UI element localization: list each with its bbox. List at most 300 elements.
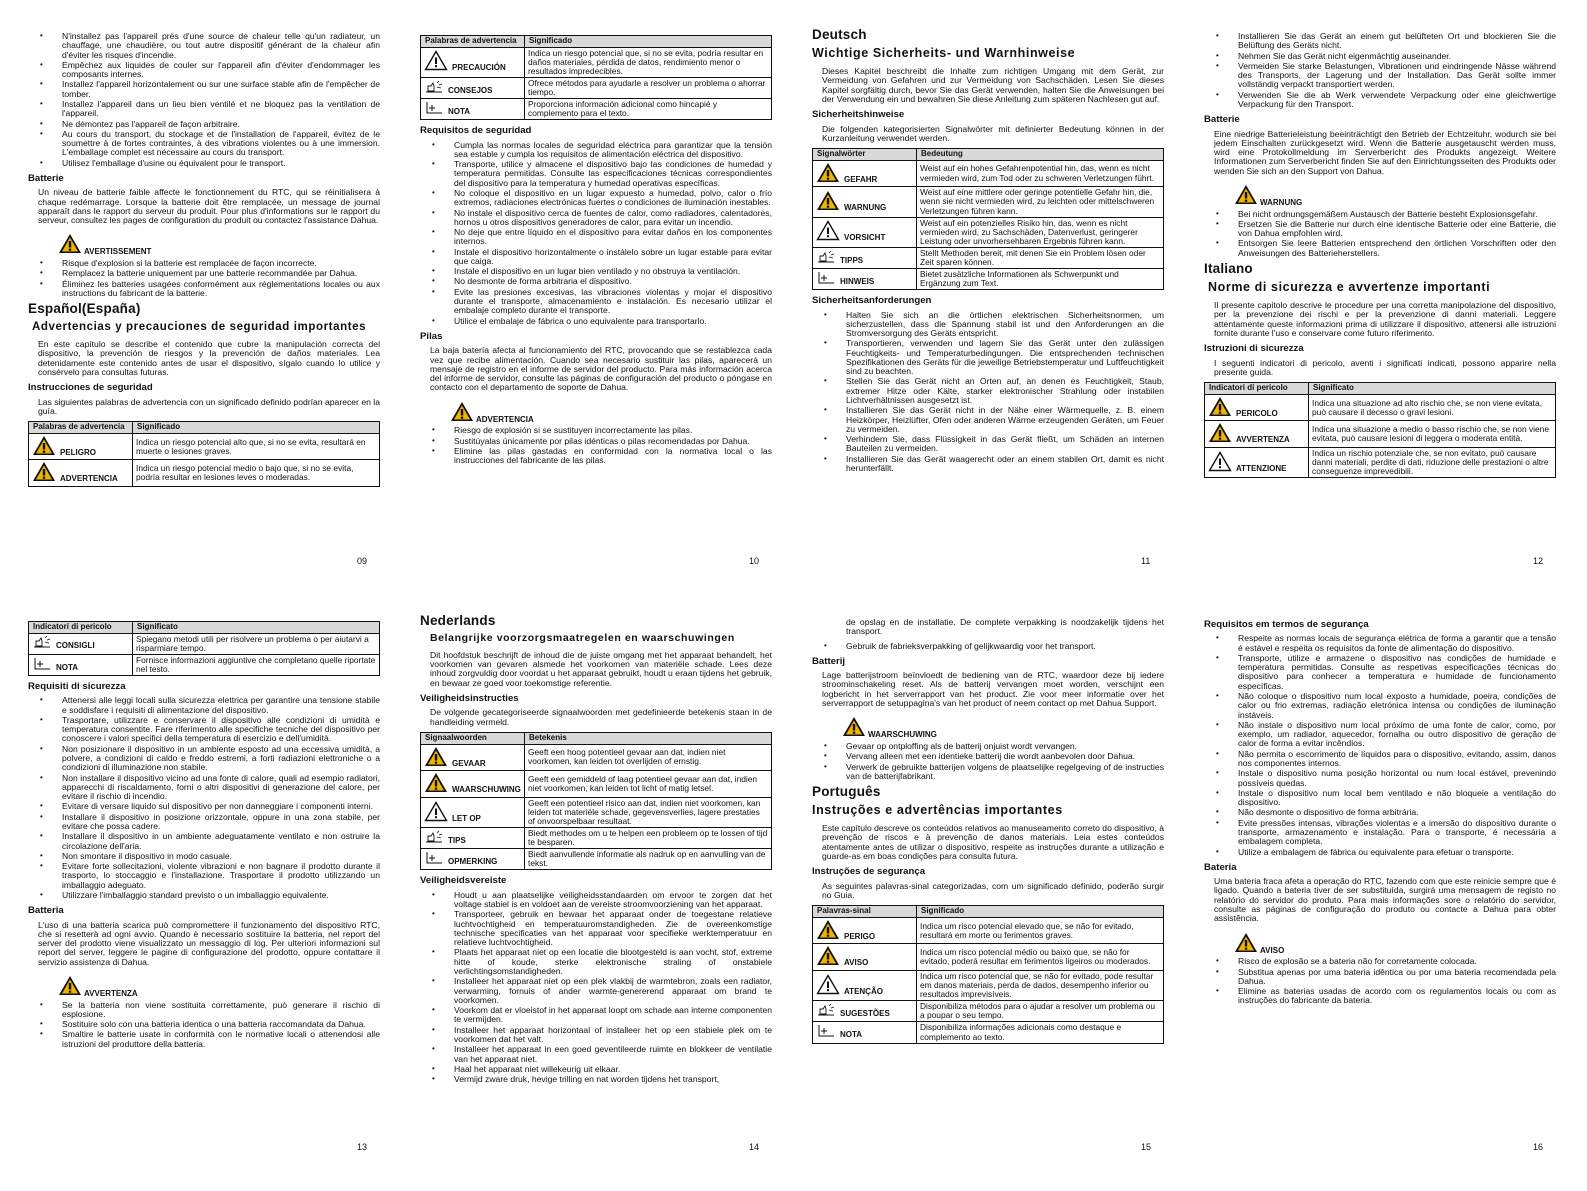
list-item: • Éliminez les batteries usagées conformément aux réglementations locales ou aux instructions du fabricant de la batterie.: [28, 280, 380, 299]
warning-icon: [32, 461, 56, 485]
danger-icon: [450, 401, 474, 425]
list-item: • Se la batteria non viene sostituita correttamente, può generare il rischio di esplosione.: [28, 1001, 380, 1020]
meaning-cell: Bietet zusätzliche Informationen als Schwerpunkt und Ergänzung zum Text.: [917, 269, 1164, 290]
instructions-text: Die folgenden kategorisierten Signalwörter mit definierter Bedeutung können in der Kurzanleitung verwendet werden.: [822, 123, 1164, 143]
requirements-heading: Requisitos de seguridad: [420, 125, 532, 137]
table-row: [813, 944, 1164, 971]
section-title: Instruções e advertências importantes: [812, 802, 1063, 817]
meaning-cell: Geeft een potentieel risico aan dat, indien niet voorkomen, kan leiden tot materiële schade, gegevensverlies, lagere prestaties of onvoorspelbaar resultaat.: [525, 797, 772, 827]
signal-word-cell: [421, 828, 525, 849]
intro-text: Este capítulo descreve os conteúdos relativos ao manuseamento correto do dispositivo, à prevenção de riscos e à prevenção de danos materiais. Leia estes conteúdos atentamente antes de utilizar o dispositivo, respeite as instruções durante a utilização e guarde-as em boas condições para consulta futura.: [822, 823, 1164, 861]
list-item: • Installez l'appareil dans un lieu bien ventilé et ne bloquez pas la ventilation de l'appareil.: [28, 100, 380, 119]
list-item: • Não desmonte o dispositivo de forma arbitrária.: [1204, 808, 1556, 817]
page-16: [1204, 614, 1556, 1174]
table-row: [421, 77, 772, 98]
warning-list: [420, 426, 772, 465]
signal-word-label: HINWEIS: [840, 276, 875, 286]
list-item: • Utilizzare l'imballaggio standard previsto o un imballaggio equivalente.: [28, 891, 380, 900]
bullet-list: [28, 32, 380, 168]
signal-word-cell: [813, 247, 917, 268]
table-row: [29, 654, 380, 675]
meaning-cell: Indica un riesgo potencial que, si no se evita, podría resultar en daños materiales, pérdida de datos, rendimiento menor o resultados impredecibles.: [525, 47, 772, 77]
list-item: • Instale o dispositivo numa posição horizontal ou num local estável, prevenindo possíveis quedas.: [1204, 769, 1556, 788]
page-09: [28, 32, 380, 592]
table-row: [1205, 421, 1556, 448]
meaning-cell: Indica un riesgo potencial alto que, si no se evita, resultará en muerte o lesiones graves.: [133, 433, 380, 460]
page-10: [420, 32, 772, 592]
list-item: • Empêchez aux liquides de couler sur l'appareil afin d'éviter d'endommager les composants internes.: [28, 61, 380, 80]
signal-word-label: TIPS: [448, 835, 466, 845]
signal-word-cell: [813, 160, 917, 187]
column-header: Indicatori di pericolo: [29, 622, 133, 634]
column-header: Signalwörter: [813, 149, 917, 161]
danger-icon: [424, 746, 448, 770]
intro-text: Dit hoofdstuk beschrijft de inhoud die de juiste omgang met het apparaat behandelt, het voorkomen van gevaren alsmede het voorkomen van materiële schade. Lees deze inhoud zorgvuldig door voordat u het apparaat gebruikt, houdt u eraan tijdens het gebruik, en bewaar ze goed voor toekomstige referentie.: [430, 649, 772, 688]
list-item: • Installeer het apparaat niet op een plek vlakbij de warmtebron, zoals een radiator, verwarming, fornuis of ander warmte-genererend apparaat om brand te voorkomen.: [420, 977, 772, 1005]
page-number: 13: [357, 1142, 368, 1152]
signal-word-cell: [813, 917, 917, 944]
instructions-text: I seguenti indicatori di pericolo, aventi i significati indicati, possono apparire nella presente guida.: [1214, 357, 1556, 377]
table-row: [421, 99, 772, 120]
signal-word-label: CONSEJOS: [448, 85, 493, 95]
warning-callout: WARNUNG: [1234, 184, 1556, 208]
signal-word-cell: [813, 971, 917, 1001]
list-item: • Nehmen Sie das Gerät nicht eigenmächtig auseinander.: [1204, 52, 1556, 61]
signal-word-label: AVISO: [844, 958, 869, 968]
warning-callout: WAARSCHUWING: [842, 716, 1164, 740]
note-icon: [424, 101, 444, 118]
instructions-heading: Instrucciones de seguridad: [28, 382, 153, 394]
requirements-list: [28, 696, 380, 900]
signal-word-label: NOTA: [448, 106, 471, 116]
list-item: • Elimine las pilas gastadas en conformidad con la normativa local o las instrucciones del fabricante de las pilas.: [420, 447, 772, 466]
signal-word-label: ADVERTENCIA: [60, 474, 118, 484]
battery-heading: Batterie: [28, 172, 64, 184]
warning-list: [812, 742, 1164, 781]
warning-icon: [816, 190, 840, 214]
column-header: Palabras de advertencia: [29, 422, 133, 434]
tips-icon: [424, 830, 444, 847]
battery-text: L'uso di una batteria scarica può compromettere il funzionamento del dispositivo RTC, che si resetterà ad ogni avvio. Quando è necessario sostituire la batteria, nel report del server del prodotto viene visualizzato un messaggio di log. Per ulteriori informazioni sul report del server, leggere le pagine di configurazione del prodotto, oppure contattare il servizio assistenza di Dahua.: [38, 919, 380, 967]
list-item: • Substitua apenas por uma bateria idêntica ou por uma bateria recomendada pela Dahua.: [1204, 968, 1556, 987]
list-item: • Non installare il dispositivo vicino ad una fonte di calore, quali ad esempio radiatori, apparecchi di riscaldamento, forni o altri dispositivi di generazione del calore, per evitare il rischio di incendio.: [28, 774, 380, 802]
list-item: • Transporte, utilize e armazene o dispositivo nas condições de humidade e temperatura permitidas. Consulte as respetivas especificações técnicas do dispositivo para conhecer a temperatura e humidade de funcionamento específicas.: [1204, 654, 1556, 691]
page-number: 09: [357, 556, 368, 566]
signal-word-label: NOTA: [56, 662, 79, 672]
tips-icon: [816, 250, 836, 267]
page-number: 16: [1533, 1142, 1544, 1152]
page-13: [28, 618, 380, 1178]
list-item: • Installare il dispositivo in posizione orizzontale, oppure in una zona stabile, per evitare che possa cadere.: [28, 813, 380, 832]
danger-icon: [58, 975, 82, 999]
list-item: • Remplacez la batterie uniquement par une batterie recommandée par Dahua.: [28, 269, 380, 278]
signal-word-cell: [421, 849, 525, 870]
instructions-text: As seguintes palavras-sinal categorizadas, com um significado definido, poderão surgir no Guia.: [822, 880, 1164, 900]
signal-word-label: PELIGRO: [60, 447, 97, 457]
meaning-cell: Disponibiliza informações adicionais como destaque e complemento ao texto.: [917, 1022, 1164, 1043]
column-header: Significato: [1309, 383, 1556, 395]
list-item: • Cumpla las normas locales de seguridad eléctrica para garantizar que la tensión sea estable y cumpla los requisitos de alimentación eléctrica del dispositivo.: [420, 141, 772, 160]
list-item: • Houdt u aan plaatselijke veiligheidsstandaarden om ervoor te zorgen dat het voltage stabiel is en voldoet aan de vereiste stroomvoorziening van het apparaat.: [420, 891, 772, 910]
signal-word-label: PERICOLO: [1236, 408, 1278, 418]
signal-word-cell: [29, 433, 133, 460]
column-header: Palavras-sinal: [813, 906, 917, 918]
warning-list: [1204, 210, 1556, 258]
list-item: • No desmonte de forma arbitraria el dispositivo.: [420, 277, 772, 286]
intro-text: En este capítulo se describe el contenido que cubre la manipulación correcta del dispositivo, la prevención de riesgos y la prevención de daños materiales. Lea detenidamente este contenido antes de usar el dispositivo, sígalo cuando lo utilice y consérvelo para consultas futuras.: [38, 339, 380, 377]
list-item: • Trasportare, utilizzare e conservare il dispositivo alle condizioni di umidità e temperatura consentite. Fare riferimento alle specifiche tecniche del dispositivo per conoscere i valori specifici della temperatura di esercizio e dell'umidità.: [28, 716, 380, 744]
meaning-cell: Indica um risco potencial elevado que, se não for evitado, resultará em morte ou ferimentos graves.: [917, 917, 1164, 944]
list-item: • Installieren Sie das Gerät nicht in der Nähe einer Wärmequelle, z. B. einem Heizkörper, Heizlüfter, Ofen oder anderen Wärme erzeugenden Geräten, um Feuer zu vermeiden.: [812, 406, 1164, 434]
table-row: [813, 160, 1164, 187]
table-header-row: [813, 149, 1164, 161]
list-item: • Sostituire solo con una batteria identica o una batteria raccomandata da Dahua.: [28, 1020, 380, 1029]
danger-icon: [1234, 184, 1258, 208]
caution-icon: [424, 801, 448, 825]
battery-heading: Pilas: [420, 330, 443, 342]
list-item: • Evitare forte sollecitazioni, violente vibrazioni e non bagnare il prodotto durante il trasporto, lo stoccaggio e l'installazione. Trasportare il prodotto utilizzando un imballaggio adeguato.: [28, 862, 380, 890]
table-row: [813, 247, 1164, 268]
list-item: • Gevaar op ontploffing als de batterij onjuist wordt vervangen.: [812, 742, 1164, 751]
list-item: • Installieren Sie das Gerät an einem gut belüfteten Ort und blockieren Sie die Belüftung des Geräts nicht.: [1204, 32, 1556, 51]
list-item: • No coloque el dispositivo en un lugar expuesto a humedad, polvo, calor o frío extremos, radiaciones electrónicas fuertes o condiciones de iluminación inestables.: [420, 189, 772, 208]
language-title: Português: [812, 784, 881, 800]
signal-word-cell: [421, 47, 525, 77]
signal-words-table: [420, 35, 772, 120]
warning-icon: [424, 772, 448, 796]
requirements-list: [812, 311, 1164, 474]
list-item: • Sustitúyalas únicamente por pilas idénticas o pilas recomendadas por Dahua.: [420, 437, 772, 446]
column-header: Significado: [525, 36, 772, 48]
list-item: • Non posizionare il dispositivo in un ambiente esposto ad una eccessiva umidità, a polvere, a condizioni di caldo e freddo estremi, a forti radiazioni elettroniche o a condizioni di illuminazione non stabile.: [28, 745, 380, 773]
table-row: [421, 771, 772, 798]
language-title: Deutsch: [812, 27, 867, 42]
requirements-heading: Requisiti di sicurezza: [28, 680, 126, 692]
signal-words-table: [812, 148, 1164, 290]
list-item: • Não permita o escorrimento de líquidos para o dispositivo, evitando, assim, danos nos componentes internos.: [1204, 750, 1556, 769]
table-header-row: [29, 622, 380, 634]
table-row: [29, 633, 380, 654]
signal-word-cell: [1205, 448, 1309, 478]
list-item: • Ersetzen Sie die Batterie nur durch eine identische Batterie oder eine Batterie, die von Dahua empfohlen wird.: [1204, 220, 1556, 239]
column-header: Betekenis: [525, 732, 772, 744]
language-title: Italiano: [1204, 261, 1253, 277]
table-row: [813, 187, 1164, 217]
list-item: • Respeite as normas locais de segurança elétrica de forma a garantir que a tensão é estável e respeita os requisitos da fonte de alimentação do dispositivo.: [1204, 634, 1556, 653]
table-row: [813, 269, 1164, 290]
bullet-list: [812, 642, 1164, 651]
table-header-row: [813, 906, 1164, 918]
signal-words-table: [1204, 382, 1556, 478]
list-item: • No deje que entre líquido en el dispositivo para evitar daños en los componentes internos.: [420, 228, 772, 247]
list-item: • Entsorgen Sie leere Batterien entsprechend den örtlichen Vorschriften oder den Anweisungen des Batterieherstellers.: [1204, 239, 1556, 258]
list-item: • Verwenden Sie die ab Werk verwendete Verpackung oder eine gleichwertige Verpackung für den Transport.: [1204, 91, 1556, 110]
list-item: • Utilice el embalaje de fábrica o uno equivalente para transportarlo.: [420, 317, 772, 326]
list-item: • Transportieren, verwenden und lagern Sie das Gerät unter den zulässigen Feuchtigkeits- und Temperaturbedingungen. Die entsprechenden technischen Spezifikationen des Geräts für die jeweilige Betriebstemperatur und Luftfeuchtigkeit sind zu beachten.: [812, 339, 1164, 376]
list-item: • Evitare di versare liquido sul dispositivo per non danneggiare i componenti interni.: [28, 802, 380, 811]
page-number: 14: [749, 1142, 760, 1152]
battery-heading: Batterie: [1204, 114, 1240, 126]
meaning-cell: Geeft een gemiddeld of laag potentieel gevaar aan dat, indien niet voorkomen, kan leiden tot licht of matig letsel.: [525, 771, 772, 798]
section-title: Wichtige Sicherheits- und Warnhinweise: [812, 45, 1076, 60]
page-15: [812, 618, 1164, 1178]
signal-word-cell: [29, 633, 133, 654]
meaning-cell: Indica una situazione a medio o basso rischio che, se non viene evitata, può causare lesioni di leggera o moderata entità.: [1309, 421, 1556, 448]
warning-list: [28, 259, 380, 298]
signal-word-cell: [813, 217, 917, 247]
signal-words-table: [420, 732, 772, 870]
column-header: Bedeutung: [917, 149, 1164, 161]
list-item: • Risco de explosão se a bateria não for corretamente colocada.: [1204, 957, 1556, 966]
requirements-heading: Sicherheitsanforderungen: [812, 295, 932, 307]
signal-word-label: AVVERTENZA: [1236, 435, 1290, 445]
instructions-heading: Instruções de segurança: [812, 866, 926, 878]
danger-icon: [816, 919, 840, 943]
list-item: • N'installez pas l'appareil près d'une source de chaleur telle qu'un radiateur, un chauffage, une chaudière, ou tout autre dispositif générant de la chaleur afin d'éviter les risques d'incendie.: [28, 32, 380, 60]
meaning-cell: Weist auf ein potenzielles Risiko hin, das, wenn es nicht vermieden wird, zu Sachschäden, Datenverlust, geringerer Leistung oder unvorhersehbaren Ergebnis führen kann.: [917, 217, 1164, 247]
list-item: • Riesgo de explosión si se sustituyen incorrectamente las pilas.: [420, 426, 772, 435]
list-item: • Non smontare il dispositivo in modo casuale.: [28, 852, 380, 861]
list-item: • Attenersi alle leggi locali sulla sicurezza elettrica per garantire una tensione stabile e soddisfare i requisiti di alimentazione del dispositivo.: [28, 696, 380, 715]
list-item: • Elimine as baterias usadas de acordo com os regulamentos locais ou com as instruções do fabricante da bateria.: [1204, 987, 1556, 1006]
list-item: • Risque d'explosion si la batterie est remplacée de façon incorrecte.: [28, 259, 380, 268]
battery-heading: Batteria: [28, 905, 64, 917]
meaning-cell: Indica um risco potencial médio ou baixo que, se não for evitado, poderá resultar em ferimentos ligeiros ou moderados.: [917, 944, 1164, 971]
table-row: [421, 849, 772, 870]
caution-icon: [816, 220, 840, 244]
signal-word-label: TIPPS: [840, 255, 864, 265]
table-row: [1205, 394, 1556, 421]
signal-word-cell: [813, 269, 917, 290]
list-item: • Voorkom dat er vloeistof in het apparaat loopt om schade aan interne componenten te vermijden.: [420, 1006, 772, 1025]
warning-callout: AVERTISSEMENT: [58, 233, 380, 257]
signal-word-cell: [421, 797, 525, 827]
section-title: Norme di sicurezza e avvertenze importanti: [1208, 279, 1491, 294]
list-item: • Utilisez l'emballage d'usine ou équivalent pour le transport.: [28, 159, 380, 168]
warning-icon: [816, 945, 840, 969]
meaning-cell: Biedt aanvullende informatie als nadruk op en aanvulling van de tekst.: [525, 849, 772, 870]
signal-word-cell: [421, 744, 525, 771]
table-header-row: [421, 36, 772, 48]
signal-word-cell: [29, 654, 133, 675]
signal-word-cell: [421, 99, 525, 120]
signal-word-cell: [813, 187, 917, 217]
meaning-cell: Indica un riesgo potencial medio o bajo que, si no se evita, podría resultar en lesiones leves o moderadas.: [133, 460, 380, 487]
list-item: • Bei nicht ordnungsgemäßem Austausch der Batterie besteht Explosionsgefahr.: [1204, 210, 1556, 219]
signal-word-label: VORSICHT: [844, 233, 886, 243]
table-header-row: [421, 732, 772, 744]
signal-word-label: CONSIGLI: [56, 641, 95, 651]
table-row: [29, 460, 380, 487]
meaning-cell: Fornisce informazioni aggiuntive che completano quelle riportate nel testo.: [133, 654, 380, 675]
table-row: [421, 797, 772, 827]
list-item: • Vermeiden Sie starke Belastungen, Vibrationen und eindringende Nässe während des Transports, der Lagerung und der Installation. Das Gerät sollte immer vollständig verpackt transportiert werden.: [1204, 62, 1556, 90]
danger-icon: [816, 162, 840, 186]
battery-text: Un niveau de batterie faible affecte le fonctionnement du RTC, qui se réinitialisera à chaque redémarrage. Lorsque la batterie doit être remplacée, un message de journal apparaît dans le rapport du serveur du produit. Pour plus d'informations sur le rapport du serveur, consultez les pages de configuration du produit ou contactez l'assistance Dahua.: [38, 187, 380, 226]
language-title: Nederlands: [420, 613, 496, 628]
signal-word-label: GEFAHR: [844, 174, 878, 184]
section-title: Advertencias y precauciones de seguridad importantes: [32, 320, 367, 333]
list-item: • Installeer het apparaat in een goed geventileerde ruimte en blokkeer de ventilatie van het apparaat niet.: [420, 1045, 772, 1064]
signal-word-cell: [1205, 421, 1309, 448]
caution-icon: [816, 974, 840, 998]
signal-word-label: PERIGO: [844, 931, 876, 941]
list-item: • Evite las presiones excesivas, las vibraciones violentas y mojar el dispositivo durante el transporte, almacenamiento e instalación. Es necesario utilizar el embalaje completo durante el transporte.: [420, 288, 772, 316]
list-item: • Installieren Sie das Gerät waagerecht oder an einem stabilen Ort, damit es nicht herunterfällt.: [812, 455, 1164, 474]
signal-word-cell: [421, 771, 525, 798]
meaning-cell: Spiegano metodi utili per risolvere un problema o per aiutarvi a risparmiare tempo.: [133, 633, 380, 654]
signal-words-table: [28, 621, 380, 676]
meaning-cell: Weist auf ein hohes Gefahrenpotential hin, das, wenn es nicht vermieden wird, zum Tod oder zu schweren Verletzungen führt.: [917, 160, 1164, 187]
battery-text: Uma bateria fraca afeta a operação do RTC, fazendo com que este reinicie sempre que é ligado. Quando a bateria tiver de ser substituída, surgirá uma mensagem de registo no relatório do servidor do produto. Para mais informações sore o relatório do servidor, consulte as páginas de configuração do produto ou contacte a Dahua para obter assistência.: [1214, 876, 1556, 924]
signal-word-label: ATENÇÃO: [844, 986, 883, 996]
list-item: • Vermijd zware druk, hevige trilling en nat worden tijdens het transport,: [420, 1075, 772, 1084]
table-row: [421, 828, 772, 849]
list-item: • Haal het apparaat niet willekeurig uit elkaar.: [420, 1065, 772, 1074]
list-item: • Installez l'appareil horizontalement ou sur une surface stable afin de l'empêcher de tomber.: [28, 80, 380, 99]
caution-icon: [1208, 451, 1232, 475]
meaning-cell: Indica un rischio potenziale che, se non evitato, può causare danni materiali, perdite di dati, riduzione delle prestazioni o altre conseguenze imprevedibili.: [1309, 448, 1556, 478]
table-row: [421, 47, 772, 77]
tips-icon: [424, 80, 444, 97]
danger-icon: [1234, 932, 1258, 956]
table-row: [29, 433, 380, 460]
caution-icon: [424, 50, 448, 74]
page-14: [420, 612, 772, 1172]
signal-word-label: NOTA: [840, 1030, 863, 1040]
list-item: • Utilize a embalagem de fábrica ou equivalente para efetuar o transporte.: [1204, 848, 1556, 857]
list-item: • Instale el dispositivo horizontalmente o instálelo sobre un lugar estable para evitar que caiga.: [420, 248, 772, 267]
danger-icon: [32, 435, 56, 459]
meaning-cell: Disponibiliza métodos para o ajudar a resolver um problema ou a poupar o seu tempo.: [917, 1001, 1164, 1022]
signal-word-cell: [813, 1001, 917, 1022]
signal-word-label: LET OP: [452, 813, 481, 823]
page-number: 15: [1141, 1142, 1152, 1152]
page-number: 11: [1141, 556, 1151, 566]
list-item: • Verhindern Sie, dass Flüssigkeit in das Gerät fließt, um Schäden an internen Bauteilen zu vermeiden.: [812, 435, 1164, 454]
list-item: • Instale o dispositivo num local bem ventilado e não bloqueie a ventilação do dispositivo.: [1204, 789, 1556, 808]
meaning-cell: Proporciona información adicional como hincapié y complemento para el texto.: [525, 99, 772, 120]
instructions-heading: Veiligheidsinstructies: [420, 693, 519, 705]
page-number: 12: [1533, 556, 1544, 566]
tips-icon: [32, 635, 52, 652]
signal-words-table: [812, 905, 1164, 1043]
signal-word-cell: [421, 77, 525, 98]
battery-heading: Batterij: [812, 655, 846, 667]
language-title: Español(España): [28, 301, 141, 317]
table-header-row: [29, 422, 380, 434]
requirements-list: [420, 891, 772, 1085]
intro-text: Dieses Kapitel beschreibt die Inhalte zum richtigen Umgang mit dem Gerät, zur Vermeidung von Gefahren und zur Vermeidung von Sachschäden. Lesen Sie dieses Kapitel sorgfältig durch, bevor Sie das Gerät verwenden, halten Sie die Anweisungen bei der Verwendung ein und bewahren Sie diese Anleitung zum späteren Nachlesen gut auf.: [822, 66, 1164, 104]
note-icon: [816, 271, 836, 288]
column-header: Palabras de advertencia: [421, 36, 525, 48]
bullet-list: [1204, 32, 1556, 109]
signal-word-label: OPMERKING: [448, 856, 498, 866]
table-header-row: [1205, 383, 1556, 395]
list-item: • Não coloque o dispositivo num local exposto a humidade, poeira, condições de calor ou frio extremas, radiação eletrónica intensa ou condições de iluminação instáveis.: [1204, 692, 1556, 720]
warning-list: [28, 1001, 380, 1049]
list-item: • Transporte, utilice y almacene el dispositivo bajo las condiciones de humedad y temperatura permitidas. Consulte las especificaciones técnicas correspondientes del dispositivo para la temperatura y humedad operativas específicas.: [420, 160, 772, 188]
table-row: [813, 217, 1164, 247]
column-header: Significado: [133, 422, 380, 434]
battery-text: Lage batterijstroom beïnvloedt de bediening van de RTC, waardoor deze bij iedere stroominschakeling reset. Als de batterij vervangen moet worden, verschijnt een logbericht in het serverrapport van het product. Zie voor meer informatie over het serverrapport de setuppagina's van het product of neem contact op met Dahua Support.: [822, 670, 1164, 709]
signal-word-cell: [29, 460, 133, 487]
signal-word-label: PRECAUCIÓN: [452, 63, 506, 73]
column-header: Signaalwoorden: [421, 732, 525, 744]
requirements-list: [1204, 634, 1556, 856]
warning-list: [1204, 957, 1556, 1005]
page-12: [1204, 32, 1556, 592]
list-item: • Evite pressões intensas, vibrações violentas e a imersão do dispositivo durante o transporte, armazenamento e instalação. Para o transporte, é necessária a embalagem completa.: [1204, 819, 1556, 847]
list-item: • Smaltire le batterie usate in conformità con le normative locali o attenendosi alle istruzioni del produttore della batteria.: [28, 1030, 380, 1049]
danger-icon: [1208, 396, 1232, 420]
page-11: [812, 26, 1164, 586]
list-item: • Não instale o dispositivo num local próximo de uma fonte de calor, como, por exemplo, um radiador, aquecedor, fornalha ou outro dispositivo de geração de calor de forma a evitar incêndios.: [1204, 721, 1556, 749]
list-item: • Verwerk de gebruikte batterijen volgens de plaatselijke regelgeving of de instructies van de batterijfabrikant.: [812, 763, 1164, 782]
list-item: • Halten Sie sich an die örtlichen elektrischen Sicherheitsnormen, um sicherzustellen, dass die Spannung stabil ist und den Anforderungen an die Stromversorgung des Geräts entspricht.: [812, 311, 1164, 339]
list-item: • Stellen Sie das Gerät nicht an Orten auf, an denen es Feuchtigkeit, Staub, extremer Hitze oder Kälte, starker elektronischer Strahlung oder instabilen Lichtverhältnissen ausgesetzt ist.: [812, 377, 1164, 405]
continued-text: de opslag en de installatie. De complete verpakking is noodzakelijk tijdens het transport.: [846, 618, 1164, 637]
battery-text: La baja batería afecta al funcionamiento del RTC, provocando que se restablezca cada vez que recibe alimentación. Cuando sea necesario sustituir las pilas, aparecerá un mensaje de registro en el informe de servidor del producto. Para más información acerca del informe de servidor, consulte las páginas de configuración del producto o póngase en contacto con el departamento de soporte de Dahua.: [430, 345, 772, 393]
meaning-cell: Geeft een hoog potentieel gevaar aan dat, indien niet voorkomen, kan leiden tot overlijden of ernstig.: [525, 744, 772, 771]
list-item: • No instale el dispositivo cerca de fuentes de calor, como radiadores, calentadores, hornos u otros dispositivos generadores de calor, para evitar un incendio.: [420, 209, 772, 228]
meaning-cell: Indica una situazione ad alto rischio che, se non viene evitata, può causare il decesso o gravi lesioni.: [1309, 394, 1556, 421]
signal-word-label: GEVAAR: [452, 758, 486, 768]
instructions-text: Las siguientes palabras de advertencia con un significado definido podrían aparecer en la guía.: [38, 396, 380, 416]
warning-icon: [1208, 422, 1232, 446]
column-header: Significato: [133, 622, 380, 634]
meaning-cell: Weist auf eine mittlere oder geringe potentielle Gefahr hin, die, wenn sie nicht vermieden wird, zu leichten oder mittelschweren Verletzungen führen kann.: [917, 187, 1164, 217]
instructions-heading: Sicherheitshinweise: [812, 109, 905, 121]
page-number: 10: [749, 556, 760, 566]
meaning-cell: Biedt methodes om u te helpen een probleem op te lossen of tijd te besparen.: [525, 828, 772, 849]
danger-icon: [842, 716, 866, 740]
note-icon: [816, 1024, 836, 1041]
signal-word-label: ATTENZIONE: [1236, 463, 1287, 473]
list-item: • Ne démontez pas l'appareil de façon arbitraire.: [28, 120, 380, 129]
danger-icon: [58, 233, 82, 257]
instructions-text: De volgende gecategoriseerde signaalwoorden met gedefinieerde betekenis staan in de handleiding vermeld.: [430, 707, 772, 727]
requirements-heading: Veiligheidsvereiste: [420, 875, 507, 887]
battery-text: Eine niedrige Batterieleistung beeinträchtigt den Betrieb der Echtzeituhr, wodurch sie bei jedem Einschalten zurückgesetzt wird. Wenn die Batterie ausgetauscht werden muss, wird eine Protokollmeldung im Serverbericht des Produkts angezeigt. Weitere Informationen zum Serverbericht finden Sie auf den Einrichtungsseiten des Produkts oder wenden Sie sich an den Support von Dahua.: [1214, 128, 1556, 176]
signal-word-label: WARNUNG: [844, 203, 887, 213]
list-item: • Vervang alleen met een identieke batterij die wordt aanbevolen door Dahua.: [812, 752, 1164, 761]
list-item: • Au cours du transport, du stockage et de l'installation de l'appareil, évitez de le soumettre à de fortes contraintes, à des vibrations violentes ou à une immersion. L'emballage complet est nécessaire au cours du transport.: [28, 130, 380, 158]
table-row: [813, 917, 1164, 944]
meaning-cell: Indica um risco potencial que, se não for evitado, pode resultar em danos materiais, perda de dados, desempenho inferior ou resultados imprevisíveis.: [917, 971, 1164, 1001]
section-title: Belangrijke voorzorgsmaatregelen en waarschuwingen: [430, 631, 735, 644]
tips-icon: [816, 1003, 836, 1020]
signal-word-cell: [1205, 394, 1309, 421]
signal-word-cell: [813, 1022, 917, 1043]
table-row: [813, 971, 1164, 1001]
battery-heading: Bateria: [1204, 861, 1237, 873]
table-row: [813, 1001, 1164, 1022]
column-header: Indicatori di pericolo: [1205, 383, 1309, 395]
warning-callout: AVISO: [1234, 932, 1556, 956]
table-row: [421, 744, 772, 771]
warning-callout: ADVERTENCIA: [450, 401, 772, 425]
instructions-heading: Istruzioni di sicurezza: [1204, 343, 1304, 355]
signal-word-label: SUGESTÕES: [840, 1009, 890, 1019]
list-item: • Installeer het apparaat horizontaal of installeer het op een stabiele plek om te voorkomen dat het valt.: [420, 1026, 772, 1045]
requirements-list: [420, 141, 772, 326]
list-item: • Installare il dispositivo in un ambiente adeguatamente ventilato e non ostruire la circolazione dell'aria.: [28, 832, 380, 851]
meaning-cell: Ofrece métodos para ayudarle a resolver un problema o ahorrar tiempo.: [525, 77, 772, 98]
list-item: • Instale el dispositivo en un lugar bien ventilado y no obstruya la ventilación.: [420, 267, 772, 276]
meaning-cell: Stellt Methoden bereit, mit denen Sie ein Problem lösen oder Zeit sparen können.: [917, 247, 1164, 268]
requirements-heading: Requisitos em termos de segurança: [1204, 619, 1369, 630]
